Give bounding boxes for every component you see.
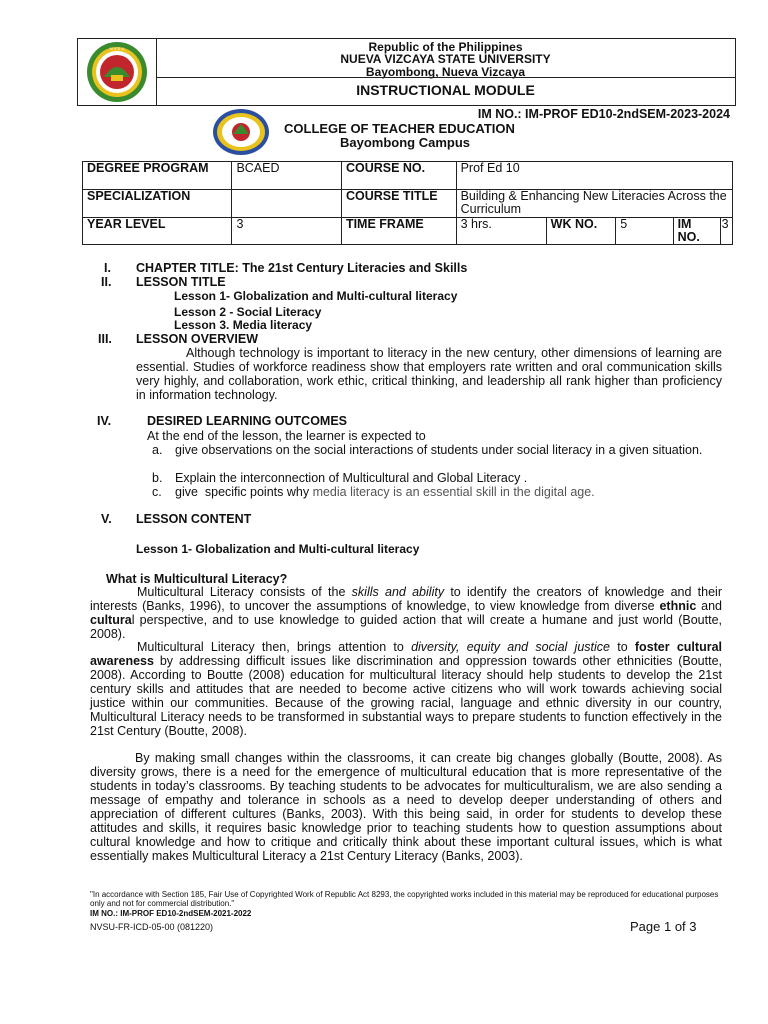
lesson-1-title: Lesson 1- Globalization and Multi-cultural literacy — [174, 289, 458, 303]
section-4-number: IV. — [97, 414, 112, 428]
course-title-label: COURSE TITLE — [341, 190, 456, 218]
outcome-c-marker: c. — [152, 485, 162, 499]
lesson-overview-heading: LESSON OVERVIEW — [136, 332, 259, 346]
wk-no-label: WK NO. — [546, 218, 616, 245]
section-2-number: II. — [101, 275, 112, 289]
course-no-value: Prof Ed 10 — [456, 162, 732, 190]
lesson-1-heading: Lesson 1- Globalization and Multi-cultural literacy — [136, 542, 420, 556]
degree-program-value: BCAED — [232, 162, 342, 190]
lesson-content-heading: LESSON CONTENT — [136, 512, 252, 526]
outcome-c — [175, 485, 595, 499]
chapter-title: CHAPTER TITLE: The 21st Century Literacies and Skills — [136, 261, 468, 275]
paragraph-1 — [90, 585, 722, 641]
paragraph-3: By making small changes within the classrooms, it can create big changes globally (Boutte, 2008). As diversity grows, there is a need for the emergence of multicultural education that is more representative of the students in today’s classrooms. By teaching students to be advocates for multiculturalism, we are also sending a message of empathy and tolerance in schools as a need to develop deeper understanding of others and appreciation of different cultures (Banks, 2003). With this being said, in order for students to develop these attitudes and skills, it requires basic knowledge prior to teaching students how to question assumptions about cultural knowledge and how to critique and critically think about these important cultural issues, which is what essentially makes Multicultural Literacy a 21st Century Literacy (Banks, 2003). — [90, 751, 722, 863]
im-number: IM NO.: IM-PROF ED10-2ndSEM-2023-2024 — [477, 107, 730, 121]
para2-text-3: by addressing difficult issues like discrimination and oppression towards other ethnicities (Boutte, 2008). According to Boutte (2008) education for multicultural literacy should help students to develop the 21st century skills and attitudes that are needed to become active citizens who will work towards achieving social justice within our communities. Because of the growing racial, language and ethnic diversity in our country, Multicultural Literacy needs to be transformed in substantial ways to prepare students to function effectively in the 21st Century (Boutte, 2008). — [90, 654, 722, 738]
footer-im-number: IM NO.: IM-PROF ED10-2ndSEM-2021-2022 — [90, 909, 252, 918]
im-no-value: 3 — [720, 218, 732, 245]
outcome-a: give observations on the social interactions of students under social literacy in a given situation. — [175, 443, 703, 457]
college-name: COLLEGE OF TEACHER EDUCATION — [284, 121, 515, 136]
outcomes-intro: At the end of the lesson, the learner is expected to — [147, 429, 426, 443]
specialization-label: SPECIALIZATION — [83, 190, 232, 218]
para2-text-2: to — [610, 640, 635, 654]
svg-text:N V S U: N V S U — [109, 46, 125, 51]
outcome-c-part-2: media literacy is an essential skill in the digital age. — [312, 485, 595, 499]
im-no-label: IM NO. — [673, 218, 720, 245]
republic-line: Republic of the Philippines — [368, 40, 523, 54]
module-title: INSTRUCTIONAL MODULE — [356, 82, 535, 98]
section-1-number: I. — [104, 261, 111, 275]
course-title-value: Building & Enhancing New Literacies Across the Curriculum — [456, 190, 732, 218]
wk-no-value: 5 — [616, 218, 673, 245]
time-frame-value: 3 hrs. — [456, 218, 546, 245]
para1-bold-2: cultura — [90, 613, 132, 627]
para2-bold-1: foster cultural awareness — [90, 640, 722, 668]
lesson-overview-text: Although technology is important to literacy in the new century, other dimensions of learning are essential. Studies of workforce readiness show that employers rate written and oral communication skills very highly, and collaboration, work ethic, critical thinking, and leadership all rank higher than proficiency in information technology. — [136, 346, 722, 402]
multicultural-literacy-question: What is Multicultural Literacy? — [106, 572, 288, 586]
time-frame-label: TIME FRAME — [341, 218, 456, 245]
para1-italic-1: skills and ability — [351, 585, 445, 599]
university-seal-cell — [78, 39, 157, 105]
section-5-number: V. — [101, 512, 112, 526]
para1-text-3: and — [696, 599, 722, 613]
university-name: NUEVA VIZCAYA STATE UNIVERSITY — [340, 52, 551, 66]
course-no-label: COURSE NO. — [341, 162, 456, 190]
para1-bold-1: ethnic — [659, 599, 697, 613]
lesson-3-title: Lesson 3. Media literacy — [174, 318, 313, 332]
year-level-label: YEAR LEVEL — [83, 218, 232, 245]
para1-text-2: to identify the creators of knowledge and their interests (Banks, 1996), to uncover the assumptions of knowledge, to view knowledge from diverse — [90, 585, 723, 613]
outcome-a-marker: a. — [152, 443, 163, 457]
page-number: Page 1 of 3 — [630, 919, 697, 934]
college-seal-logo — [211, 107, 271, 157]
degree-program-label: DEGREE PROGRAM — [83, 162, 232, 190]
course-info-table — [82, 161, 733, 245]
header-divider — [156, 77, 735, 78]
section-3-number: III. — [98, 332, 112, 346]
outcome-b: Explain the interconnection of Multicultural and Global Literacy . — [175, 471, 528, 485]
copyright-notice: "In accordance with Section 185, Fair Use of Copyrighted Work of Republic Act 8293, the copyrighted works included in this material may be reproduced for educational purposes only and not for commercial distribution." — [90, 890, 719, 908]
campus-name: Bayombong Campus — [340, 135, 471, 150]
para2-text-1: Multicultural Literacy then, brings attention to — [137, 640, 412, 654]
year-level-value: 3 — [232, 218, 342, 245]
para1-text-4: l perspective, and to use knowledge to guided action that will create a humane and just world (Boutte, 2008). — [90, 613, 722, 641]
para1-text-1: Multicultural Literacy consists of the — [137, 585, 352, 599]
lesson-2-title: Lesson 2 - Social Literacy — [174, 305, 322, 319]
para2-italic-1: diversity, equity and social justice — [411, 640, 610, 654]
university-seal-logo — [78, 39, 156, 105]
outcome-c-part-1: give specific points why — [175, 485, 313, 499]
outcome-b-marker: b. — [152, 471, 163, 485]
lesson-title-heading: LESSON TITLE — [136, 275, 226, 289]
form-code: NVSU-FR-ICD-05-00 (081220) — [90, 922, 214, 932]
paragraph-2 — [90, 640, 722, 738]
specialization-value — [232, 190, 342, 218]
university-location: Bayombong, Nueva Vizcaya — [365, 65, 526, 79]
learning-outcomes-heading: DESIRED LEARNING OUTCOMES — [147, 414, 348, 428]
document-header — [77, 38, 736, 106]
